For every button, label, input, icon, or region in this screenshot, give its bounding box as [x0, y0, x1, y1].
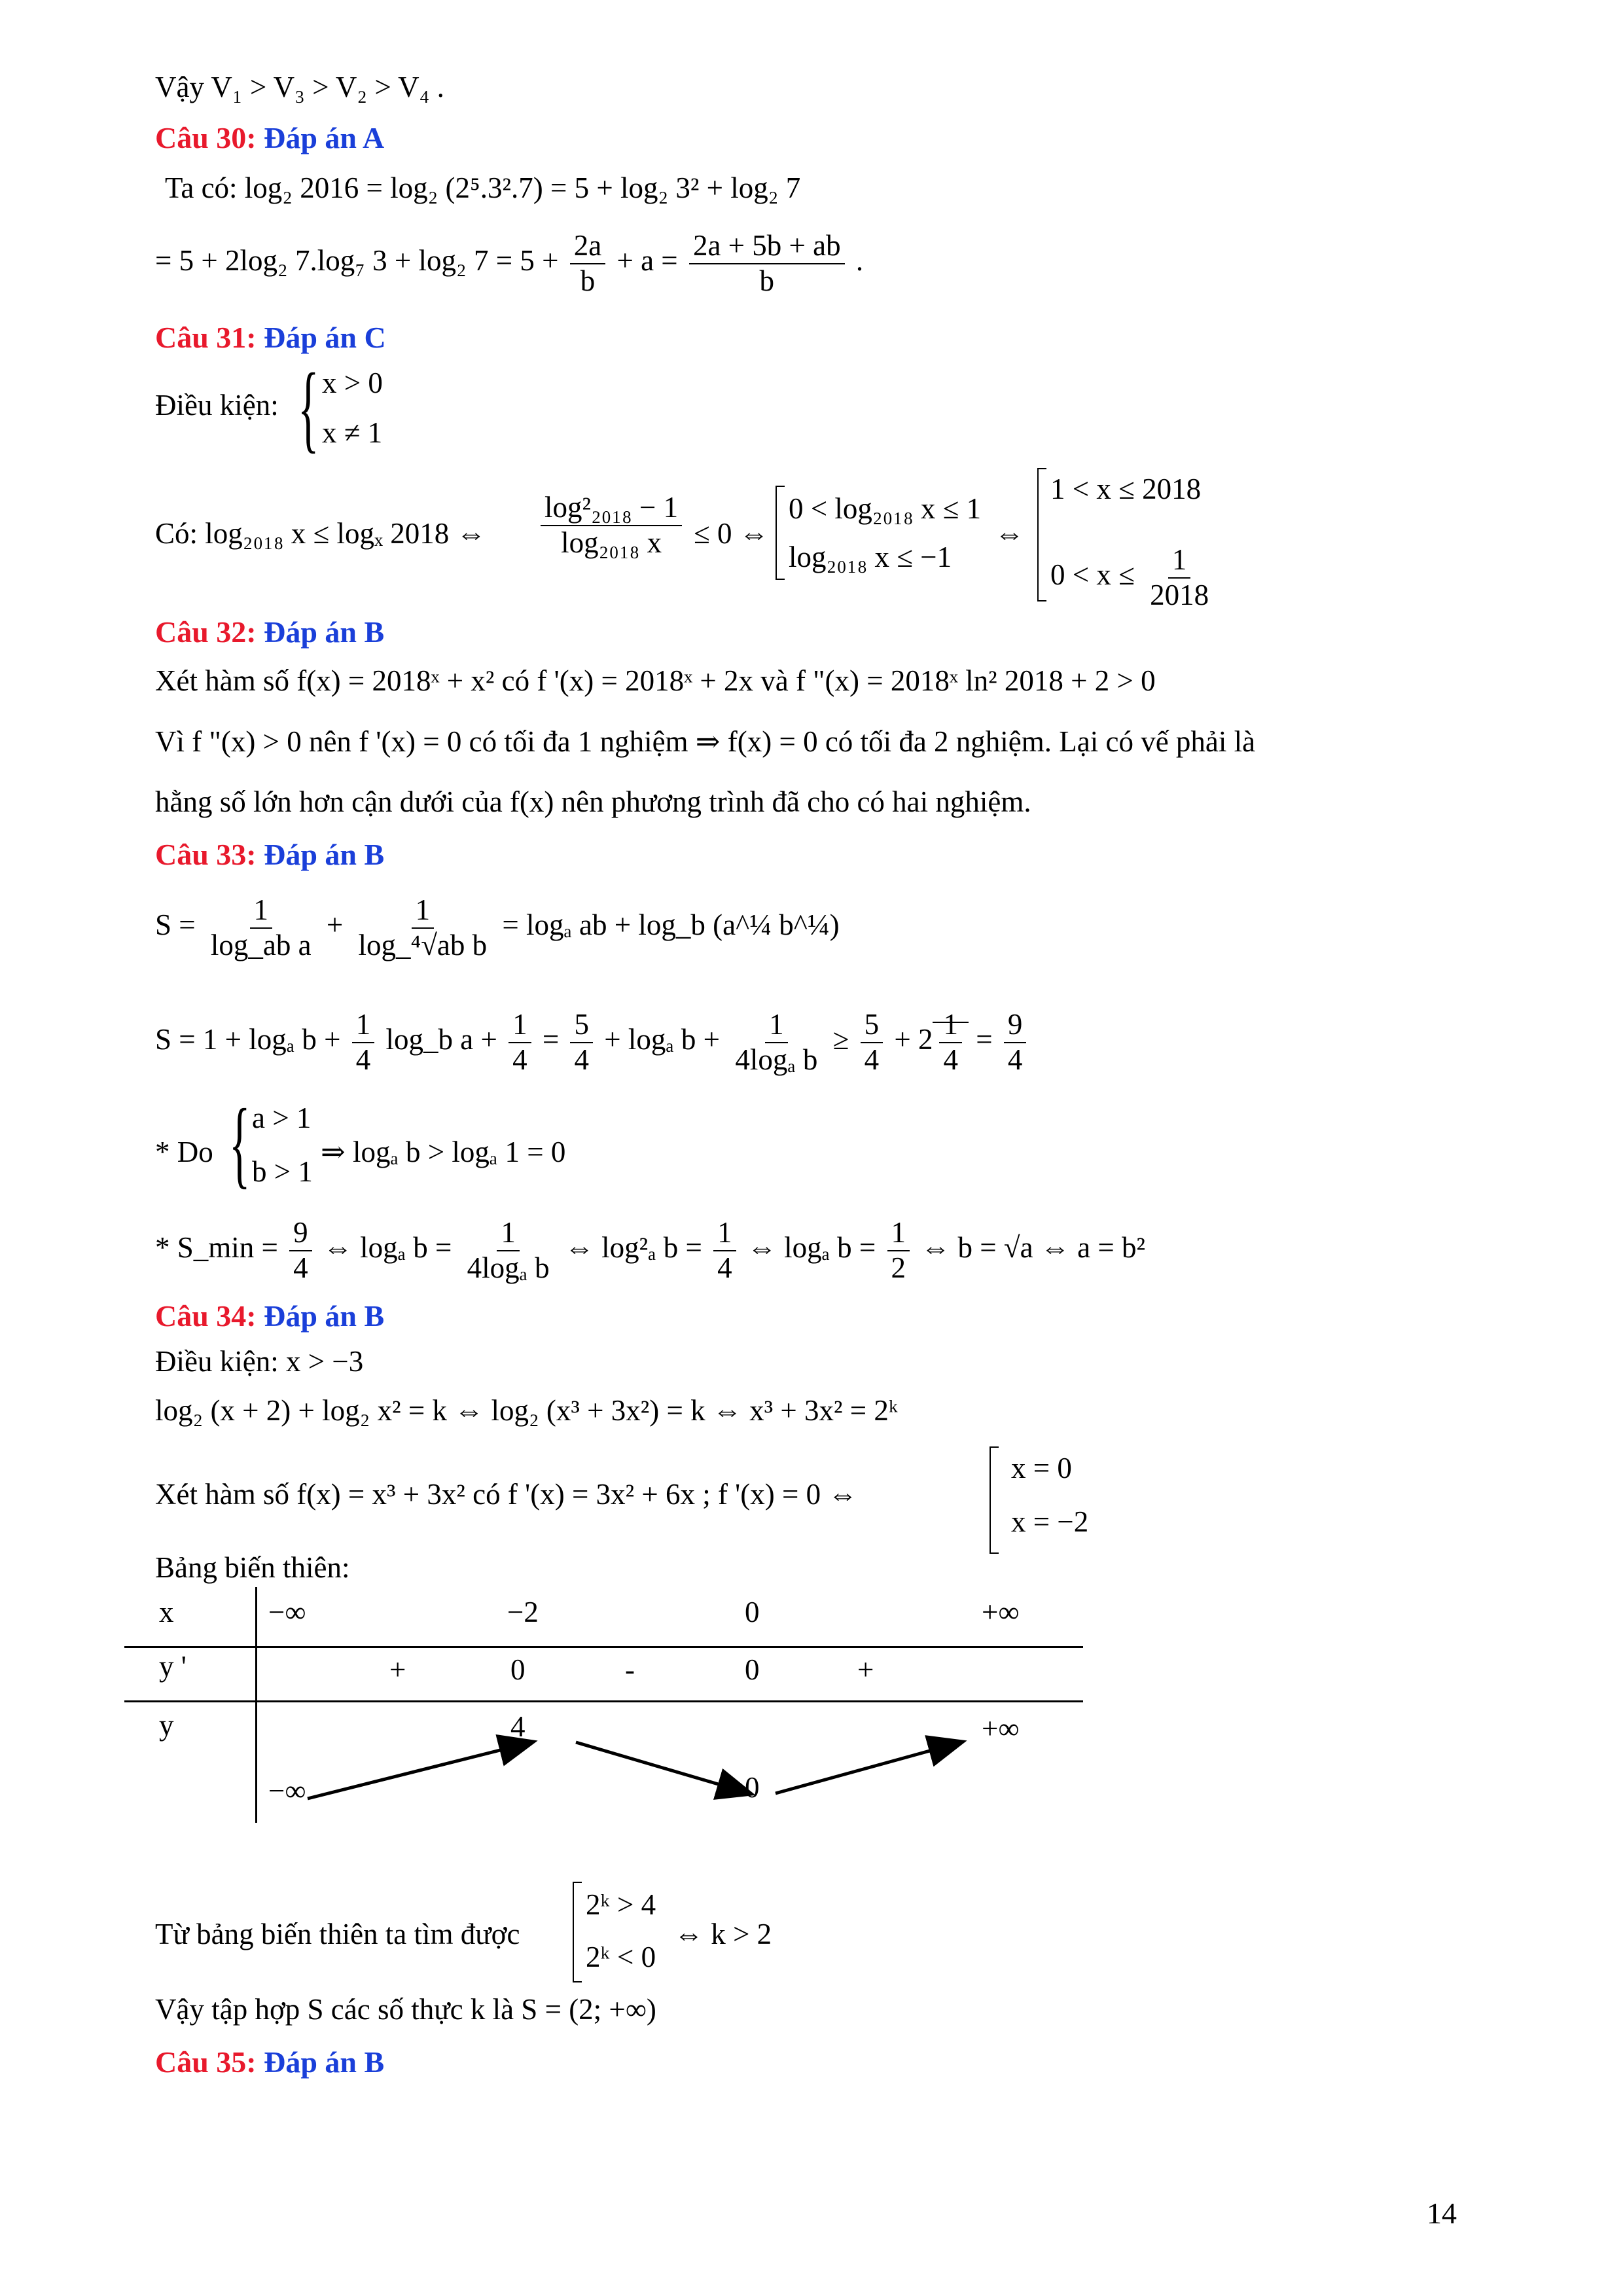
square-bracket: [573, 1882, 582, 1982]
q34-label: Câu 34:: [155, 1299, 257, 1333]
yp-val: -: [625, 1653, 635, 1686]
frac-den: log_⁴√ab b: [358, 928, 488, 961]
frac-num: 1: [1168, 543, 1191, 579]
q35-answer: Đáp án B: [264, 2045, 385, 2079]
frac-num: 9: [289, 1216, 312, 1251]
y-val: −∞: [268, 1774, 306, 1807]
q30-line2a: = 5 + 2log₂ 7.log₇ 3 + log₂ 7 = 5 +: [155, 244, 559, 278]
x-val: −2: [507, 1596, 539, 1628]
frac-den: 4: [1007, 1043, 1023, 1076]
s-rhs: = logₐ ab + log_b (a^¼ b^¼): [502, 908, 840, 942]
q34-final: Vậy tập hợp S các số thực k là S = (2; +∞): [155, 1993, 656, 2026]
y-val: 4: [510, 1710, 526, 1743]
frac-num: 5: [570, 1008, 593, 1043]
yp-val: 0: [510, 1653, 526, 1686]
q35-label: Câu 35:: [155, 2045, 257, 2079]
frac-num: 2a + 5b + ab: [689, 229, 845, 264]
frac-den: 4: [864, 1043, 880, 1076]
frac-num: 1: [352, 1008, 375, 1043]
q34-table-title: Bảng biến thiên:: [155, 1551, 350, 1584]
frac-num: 1: [765, 1008, 788, 1043]
q34-line2: Xét hàm số f(x) = x³ + 3x² có f '(x) = 3x² + 6x ; f '(x) = 0 ⇔: [155, 1478, 858, 1511]
frac-den: 4: [293, 1251, 308, 1284]
y-val: +∞: [982, 1712, 1020, 1745]
frac-den: 4: [355, 1043, 371, 1076]
smin-c: ⇔ log²ₐ b =: [564, 1231, 702, 1265]
q31-res1: 1 < x ≤ 2018: [1050, 473, 1202, 505]
frac-num: 1: [250, 893, 273, 929]
smin-b: ⇔ logₐ b =: [323, 1231, 452, 1265]
l2c: =: [542, 1023, 560, 1056]
row-y-label: y: [159, 1709, 174, 1742]
frac-den: 4logₐ b: [735, 1043, 818, 1076]
frac-den: b: [759, 264, 775, 297]
q32-answer: Đáp án B: [264, 615, 385, 649]
smin-e: ⇔ b = √a ⇔ a = b²: [921, 1231, 1145, 1265]
q31-cond2: x ≠ 1: [322, 416, 383, 449]
q34-concl-a: Từ bảng biến thiên ta tìm được: [155, 1918, 520, 1950]
q34-c2: 2ᵏ < 0: [586, 1941, 656, 1973]
row-yp-label: y ': [159, 1650, 187, 1683]
q30-label: Câu 30:: [155, 121, 257, 154]
frac-den: 4: [574, 1043, 589, 1076]
frac-num: 1: [887, 1216, 910, 1251]
frac-den: log_ab a: [210, 928, 312, 961]
frac-num: log²₂₀₁₈ − 1: [541, 491, 682, 526]
page-number: 14: [1427, 2197, 1457, 2230]
yp-val: 0: [745, 1653, 760, 1686]
q32-label: Câu 32:: [155, 615, 257, 649]
frac-den: 4: [943, 1043, 958, 1076]
q31-cond1: x > 0: [322, 367, 383, 399]
frac-num: 5: [861, 1008, 883, 1043]
smin-d: ⇔ logₐ b =: [747, 1231, 876, 1265]
l2b: log_b a +: [385, 1023, 497, 1056]
frac-num: 1: [939, 1008, 962, 1043]
res2-text: 0 < x ≤: [1050, 558, 1135, 592]
smin-a: * S_min =: [155, 1231, 278, 1265]
frac-num: 1: [508, 1008, 531, 1043]
frac-den: log₂₀₁₈ x: [561, 526, 662, 559]
q31-line-b: ≤ 0 ⇔: [694, 517, 769, 550]
x-val: +∞: [982, 1596, 1020, 1628]
period: .: [855, 244, 864, 278]
q33-answer: Đáp án B: [264, 838, 385, 871]
q34-root1: x = 0: [1011, 1452, 1072, 1484]
q35-heading: [155, 2045, 384, 2080]
frac-num: 1: [497, 1216, 520, 1251]
q34-c1: 2ᵏ > 4: [586, 1888, 656, 1921]
q31-case2: log₂₀₁₈ x ≤ −1: [789, 541, 952, 573]
frac-num: 9: [1004, 1008, 1027, 1043]
plus: +: [326, 908, 344, 942]
q31-line-a: Có: log₂₀₁₈ x ≤ logₓ 2018 ⇔: [155, 517, 486, 550]
left-brace: {: [298, 353, 319, 462]
x-val: −∞: [268, 1596, 306, 1628]
x-val: 0: [745, 1596, 760, 1628]
left-brace: {: [229, 1089, 251, 1198]
q33-do2: b > 1: [252, 1155, 313, 1188]
frac-den: b: [580, 264, 596, 297]
q33-label: Câu 33:: [155, 838, 257, 871]
frac-num: 1: [412, 893, 435, 929]
q34-answer: Đáp án B: [264, 1299, 385, 1333]
frac-num: 2a: [570, 229, 605, 264]
frac-den: 2018: [1150, 578, 1209, 611]
yp-val: +: [389, 1653, 406, 1686]
frac-den: 4logₐ b: [467, 1251, 550, 1284]
s-eq: S =: [155, 908, 196, 942]
l2g: =: [976, 1023, 993, 1056]
q33-do1: a > 1: [252, 1102, 312, 1134]
q33-do-label: * Do: [155, 1136, 213, 1168]
frac-den: 4: [512, 1043, 527, 1076]
q31-case1: 0 < log₂₀₁₈ x ≤ 1: [789, 492, 982, 525]
q31-cond-label: Điều kiện:: [155, 389, 279, 422]
frac-num: 1: [713, 1216, 736, 1251]
yp-val: +: [857, 1653, 874, 1686]
y-val: 0: [745, 1771, 760, 1804]
l2f: + 2: [894, 1023, 933, 1056]
q31-iff: ⇔: [995, 517, 1024, 550]
q34-root2: x = −2: [1011, 1505, 1089, 1538]
l2d: + logₐ b +: [604, 1023, 721, 1056]
q33-do-rhs: ⇒ logₐ b > logₐ 1 = 0: [321, 1136, 566, 1168]
l2a: S = 1 + logₐ b +: [155, 1023, 341, 1056]
frac-den: 4: [717, 1251, 732, 1284]
q32-line1: Xét hàm số f(x) = 2018ˣ + x² có f '(x) = 2018ˣ + 2x và f "(x) = 2018ˣ ln² 2018 + 2 > 0: [155, 664, 1156, 697]
l2e: ≥: [832, 1023, 849, 1056]
q34-cond: Điều kiện: x > −3: [155, 1345, 364, 1378]
frac-den: 2: [891, 1251, 906, 1284]
q30-line2b: + a =: [616, 244, 678, 278]
q30-answer: Đáp án A: [264, 121, 385, 154]
increasing-arrow: [776, 1742, 961, 1793]
q34-concl-b: ⇔ k > 2: [674, 1918, 772, 1950]
increasing-arrow: [308, 1742, 531, 1799]
conclusion-line: Vậy V₁ > V₃ > V₂ > V₄ .: [155, 71, 444, 103]
row-x-label: x: [159, 1596, 174, 1628]
q31-answer: Đáp án C: [264, 321, 386, 354]
q31-label: Câu 31:: [155, 321, 257, 354]
decreasing-arrow: [576, 1742, 749, 1793]
q30-line1: Ta có: log₂ 2016 = log₂ (2⁵.3².7) = 5 + log₂ 3² + log₂ 7: [165, 171, 801, 204]
q32-line2: Vì f "(x) > 0 nên f '(x) = 0 có tối đa 1 nghiệm ⇒ f(x) = 0 có tối đa 2 nghiệm. Lại có vế phải là: [155, 725, 1256, 758]
q34-line1: log₂ (x + 2) + log₂ x² = k ⇔ log₂ (x³ + 3x²) = k ⇔ x³ + 3x² = 2ᵏ: [155, 1394, 899, 1427]
q32-line3: hằng số lớn hơn cận dưới của f(x) nên phương trình đã cho có hai nghiệm.: [155, 785, 1031, 818]
